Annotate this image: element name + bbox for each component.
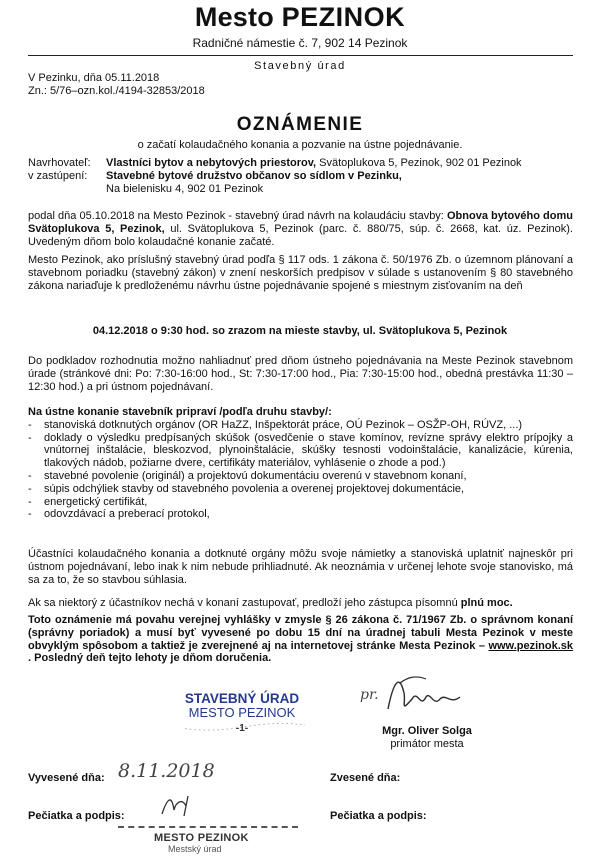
signature-prefix: pr.: [360, 687, 379, 703]
paragraph-representation: Ak sa niektorý z účastníkov nechá v konaní zastupovať, predloží jeho zástupca písomnú plnú moc.: [28, 597, 513, 609]
stamp-line2: MESTO PEZINOK: [188, 705, 296, 720]
office-stamp: [172, 692, 312, 736]
representative-row: [28, 170, 573, 183]
list-item: - stanoviská dotknutých orgánov (OR HaZZ, Inšpektorát práce, OÚ Pezinok – OSŽP-OH, RÚVZ, ...): [28, 419, 573, 432]
representative-value: [106, 170, 573, 183]
website-link[interactable]: www.pezinok.sk: [488, 639, 573, 652]
parties-block: [28, 157, 573, 196]
list-item: - doklady o výsledku predpísaných skúšok (osvedčenie o stave komínov, revízne správy elektro prípojky a vnútornej inštalácie, bleskozvod, plynoinštalácie, skúšky tesnosti vodoinštalácie, kanalizácie, kúrenia, tlakových nádob, požiarne dvere, certifikáty materiálov, vyhlásenie o zhode a pod.): [28, 432, 573, 470]
posted-value: 8.11.2018: [118, 760, 215, 782]
applicant-name: Vlastníci bytov a nebytových priestorov,: [106, 157, 317, 169]
applicant-value: [106, 157, 573, 170]
representative-name: Stavebné bytové družstvo občanov so sídlom v Pezinku,: [106, 170, 402, 182]
signer-block: [352, 725, 502, 751]
municipality-address: Radničné námestie č. 7, 902 14 Pezinok: [192, 36, 408, 50]
paragraph-legal-basis: Mesto Pezinok, ako príslušný stavebný úrad podľa § 117 ods. 1 zákona č. 50/1976 Zb. o územnom plánovaní a stavebnom poriadku (stavebný zákon) v znení neskorších predpisov v súlade s ustanovením § 80 stavebného zákona nariaďuje k predloženému návrhu ústne pojednávanie spojené s miestnym zisťovaním na deň: [28, 254, 573, 292]
reference-date: V Pezinku, dňa 05.11.2018: [28, 72, 160, 84]
stamp-signature-field-right: [330, 806, 427, 824]
office-name: Stavebný úrad: [254, 60, 346, 72]
handwritten-signature: [360, 669, 480, 724]
signer-role: primátor mesta: [390, 738, 464, 750]
paragraph-application: podal dňa 05.10.2018 na Mesto Pezinok - stavebný úrad návrh na kolaudáciu stavby: Obnova bytového domu Svätoplukova 5, Pezinok, ul. Svätoplukova 5, Pezinok (parc. č. 880/75, súp. č. 2668, kat. úz. Pezinok). Uvedeným dňom bolo kolaudačné konanie začaté.: [28, 210, 573, 248]
representative-label: v zastúpení:: [28, 170, 88, 182]
paragraph-objections: Účastníci kolaudačného konania a dotknuté orgány môžu svoje námietky a stanoviská uplatniť najneskôr pri ústnom pojednávaní, lebo inak k nim nebude prihliadnuté. Ak neoznámia v určenej lehote svoje stanovisko, má sa za to, že so stavbou súhlasia.: [28, 548, 573, 586]
meeting-date-line: 04.12.2018 o 9:30 hod. so zrazom na mieste stavby, ul. Svätoplukova 5, Pezinok: [92, 325, 508, 337]
applicant-row: [28, 157, 573, 170]
paragraph-public-notice: Toto oznámenie má povahu verejnej vyhlášky v zmysle § 26 zákona č. 71/1967 Zb. o správnom konaní (správny poriadok) a musí byť vyvesené po dobu 15 dní na úradnej tabuli Mesta Pezinok v meste obvyklým spôsobom a taktiež je zverejnené aj na internetovej stránke Mesta Pezinok – www.pezinok.sk . Posledný deň tejto lehoty je dňom doručenia.: [28, 614, 573, 665]
applicant-address: Svätoplukova 5, Pezinok, 902 01 Pezinok: [316, 157, 522, 169]
initials-signature: [158, 792, 198, 820]
list-item: - súpis odchýliek stavby od stavebného povolenia a overenej projektovej dokumentácie,: [28, 483, 573, 496]
bottom-stamp-line2: Mestský úrad: [168, 844, 222, 854]
reference-block: [28, 72, 205, 98]
stamp-label-left: Pečiatka a podpis:: [28, 810, 125, 822]
title-pezinok: PEZINOK: [281, 2, 406, 32]
signature-area: [360, 669, 480, 724]
notice-title: OZNÁMENIE: [236, 114, 364, 135]
list-item: - energetický certifikát,: [28, 496, 573, 509]
stamp-line1: STAVEBNÝ ÚRAD: [184, 691, 300, 706]
list-item: - odovzdávací a preberací protokol,: [28, 508, 573, 521]
reference-case-number: Zn.: 5/76–ozn.kol./4194-32853/2018: [28, 85, 205, 97]
stamp-signature-field-left: [28, 806, 125, 824]
power-of-attorney: plnú moc.: [460, 597, 513, 609]
municipality-title: [0, 2, 600, 33]
paragraph-documents-access: Do podkladov rozhodnutia možno nahliadnuť pred dňom ústneho pojednávania na Meste Pezinok stavebnom úrade (stránkové dni: Po: 7:30-16:00 hod., St: 7:30-17:00 hod., Pia: 7:30-15:00 hod., obedná prestávka 11:30 – 12:30 hod.) a pri ústnom pojednávaní.: [28, 355, 573, 393]
signer-name: Mgr. Oliver Solga: [382, 725, 472, 737]
applicant-label: Navrhovateľ:: [28, 157, 91, 169]
posted-label: Vyvesené dňa:: [28, 772, 105, 784]
stamp-label-right: Pečiatka a podpis:: [330, 810, 427, 822]
posted-field: [28, 760, 215, 786]
removed-label: Zvesené dňa:: [330, 772, 401, 784]
list-item: - stavebné povolenie (originál) a projektovú dokumentáciu overenú v stavebnom konaní,: [28, 470, 573, 483]
checklist-heading: Na ústne konanie stavebník pripraví /podľa druhu stavby/:: [28, 406, 332, 418]
representative-address-row: [28, 183, 573, 196]
stamp-number: -1-: [235, 723, 249, 734]
bottom-stamp: [118, 826, 298, 858]
representative-address: Na bielenisku 4, 902 01 Pezinok: [106, 183, 264, 195]
removed-field: [330, 768, 400, 786]
title-mesto: Mesto: [194, 2, 274, 32]
bottom-stamp-line1: MESTO PEZINOK: [154, 832, 249, 844]
checklist: [28, 406, 573, 521]
construction-name: Obnova bytového domu Svätoplukova 5, Pezinok,: [28, 210, 573, 235]
header-divider: [28, 55, 573, 56]
notice-subtitle: o začatí kolaudačného konania a pozvanie na ústne pojednávanie.: [137, 139, 463, 151]
